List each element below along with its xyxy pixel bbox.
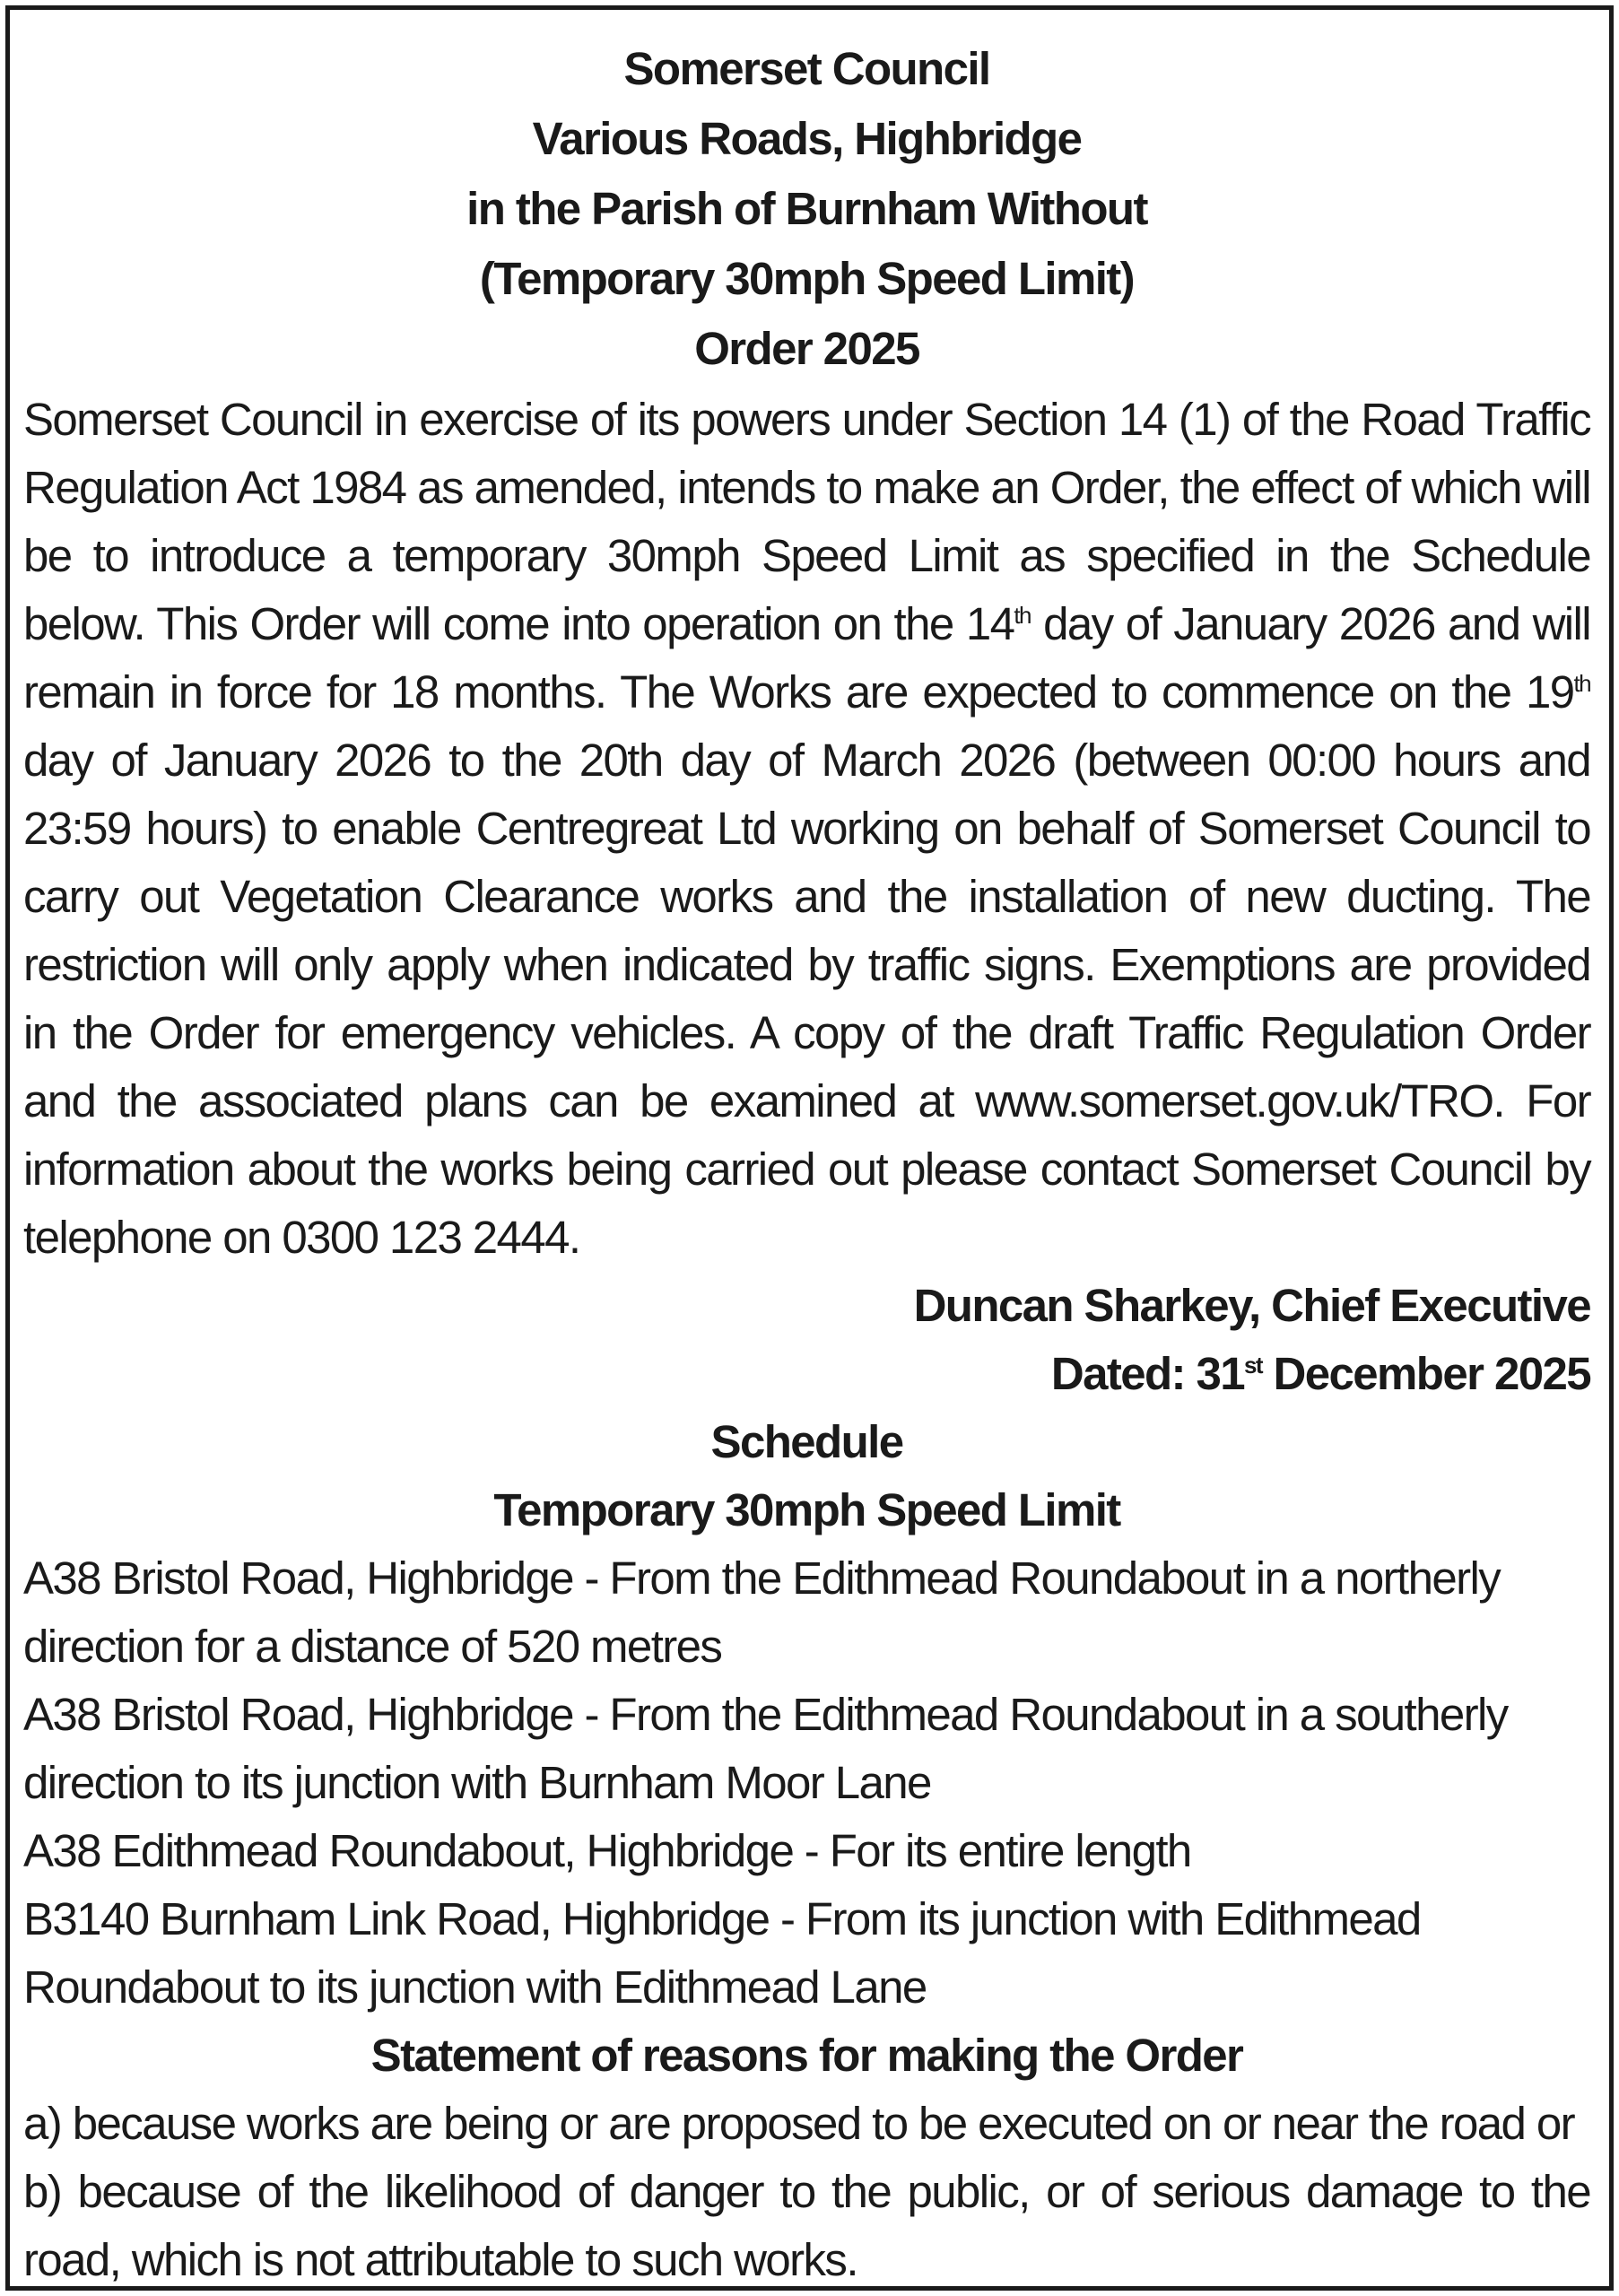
body-superscript-1: th	[1014, 602, 1031, 629]
notice-body-paragraph	[23, 386, 1590, 1272]
body-text-part-3: day of January 2026 to the 20th day of March 2026 (between 00:00 hours and 23:59 hours) to enable Centregreat Ltd working on behalf of Somerset Council to carry out Vegetation Clearance works and the installation of new ducting. The restriction will only apply when indicated by traffic signs. Exemptions are provided in the Order for emergency vehicles. A copy of the draft Traffic Regulation Order and the associated plans can be examined at www.somerset.gov.uk/TRO. For information about the works being carried out please contact Somerset Council by telephone on 0300 123 2444.	[23, 735, 1590, 1263]
schedule-item: A38 Bristol Road, Highbridge - From the Edithmead Roundabout in a southerly direction to its junction with Burnham Moor Lane	[23, 1689, 1508, 1808]
title-line-roads: Various Roads, Highbridge	[532, 113, 1082, 164]
reasons-heading: Statement of reasons for making the Order	[370, 2030, 1243, 2081]
title-line-order: Order 2025	[694, 323, 919, 374]
date-prefix: Dated: 31	[1050, 1348, 1245, 1399]
signature-name: Duncan Sharkey, Chief Executive	[913, 1280, 1590, 1331]
schedule-heading: Schedule	[710, 1416, 903, 1467]
schedule-item: B3140 Burnham Link Road, Highbridge - From its junction with Edithmead Roundabout to its junction with Edithmead Lane	[23, 1893, 1421, 2013]
title-line-parish: in the Parish of Burnham Without	[466, 183, 1147, 234]
title-line-council: Somerset Council	[623, 43, 990, 94]
schedule-item: A38 Edithmead Roundabout, Highbridge - For its entire length	[23, 1825, 1191, 1876]
body-text-part-1: Somerset Council in exercise of its powers under Section 14 (1) of the Road Traffic Regulation Act 1984 as amended, intends to make an Order, the effect of which will be to introduce a temporary 30mph Speed Limit as specified in the Schedule below. This Order will come into operation on the 14	[23, 394, 1590, 649]
date-superscript: st	[1244, 1352, 1262, 1378]
notice-title	[23, 34, 1590, 384]
title-line-speed-limit: (Temporary 30mph Speed Limit)	[479, 253, 1135, 304]
body-text-part-2: day of January 2026 and will remain in force for 18 months. The Works are expected to commence on the 19	[23, 598, 1590, 718]
reason-a: a) because works are being or are proposed to be executed on or near the road or	[23, 2098, 1574, 2149]
date-suffix: December 2025	[1261, 1348, 1590, 1399]
schedule-item: A38 Bristol Road, Highbridge - From the Edithmead Roundabout in a northerly direction for a distance of 520 metres	[23, 1552, 1501, 1672]
body-superscript-2: th	[1573, 670, 1590, 697]
schedule-subheading: Temporary 30mph Speed Limit	[493, 1484, 1120, 1535]
reason-b: b) because of the likelihood of danger to the public, or of serious damage to the road, which is not attributable to such works.	[23, 2166, 1590, 2285]
notice-content	[23, 34, 1590, 2294]
signature-date	[23, 1340, 1590, 1408]
